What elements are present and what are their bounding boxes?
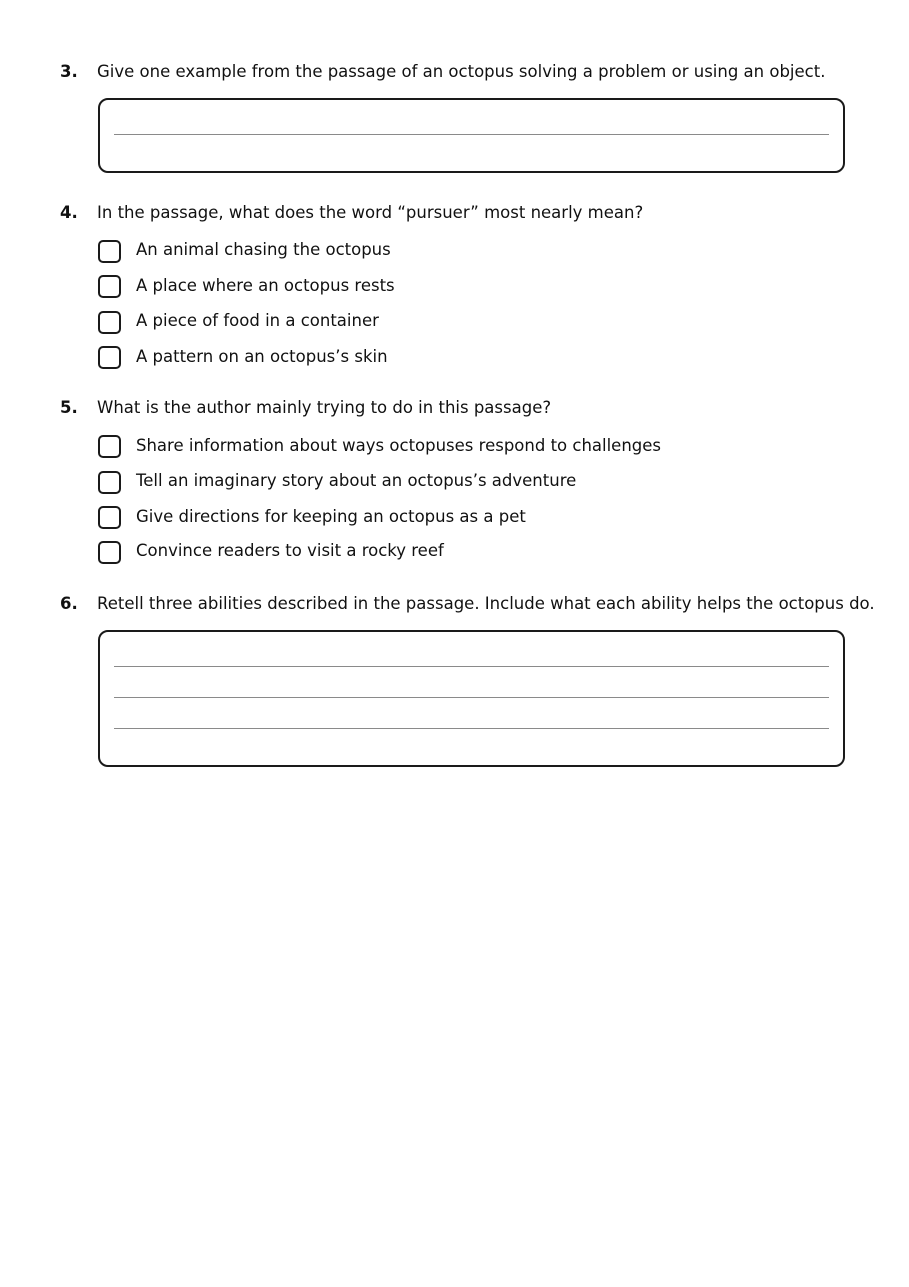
question-text: What is the author mainly trying to do in this passage?	[97, 398, 552, 417]
checkbox-q5-option-1[interactable]	[98, 435, 121, 458]
option-label: A pattern on an octopus’s skin	[136, 347, 388, 366]
option-label: An animal chasing the octopus	[136, 240, 391, 259]
question-text: In the passage, what does the word “pursuer” most nearly mean?	[97, 203, 644, 222]
question-number: 3.	[60, 62, 78, 81]
question-number: 4.	[60, 203, 78, 222]
option-label: Share information about ways octopuses respond to challenges	[136, 436, 662, 455]
answer-line	[114, 134, 829, 135]
option-label: Give directions for keeping an octopus as a pet	[136, 507, 526, 526]
checkbox-q5-option-3[interactable]	[98, 506, 121, 529]
checkbox-q4-option-3[interactable]	[98, 311, 121, 334]
checkbox-q5-option-2[interactable]	[98, 471, 121, 494]
checkbox-q4-option-4[interactable]	[98, 346, 121, 369]
question-text: Retell three abilities described in the passage. Include what each ability helps the octopus do.	[97, 594, 875, 613]
option-label: Convince readers to visit a rocky reef	[136, 541, 444, 560]
answer-box-q6[interactable]	[98, 630, 845, 767]
option-label: A place where an octopus rests	[136, 276, 395, 295]
question-number: 5.	[60, 398, 78, 417]
option-label: Tell an imaginary story about an octopus’s adventure	[136, 471, 577, 490]
answer-line	[114, 666, 829, 667]
answer-line	[114, 728, 829, 729]
answer-line	[114, 697, 829, 698]
answer-box-q3[interactable]	[98, 98, 845, 173]
checkbox-q4-option-2[interactable]	[98, 275, 121, 298]
option-label: A piece of food in a container	[136, 311, 379, 330]
question-number: 6.	[60, 594, 78, 613]
checkbox-q4-option-1[interactable]	[98, 240, 121, 263]
checkbox-q5-option-4[interactable]	[98, 541, 121, 564]
question-text: Give one example from the passage of an octopus solving a problem or using an object.	[97, 62, 826, 81]
